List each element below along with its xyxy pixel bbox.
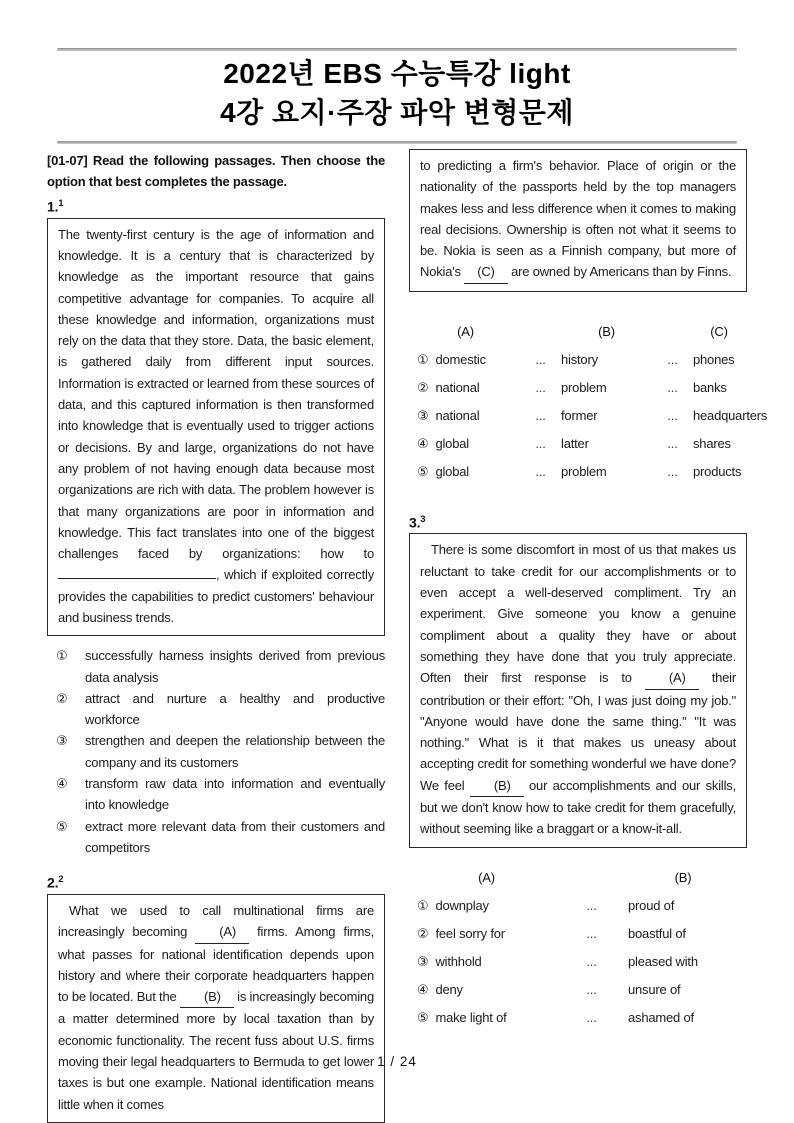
ellipsis: ...	[667, 352, 678, 368]
row-marker: ③	[417, 408, 429, 424]
question-2-table-header	[409, 318, 747, 346]
cell-a-text: global	[435, 436, 469, 452]
title-line-1: 2022년 EBS 수능특강 light	[223, 58, 571, 89]
cell-c-text: phones	[693, 352, 735, 368]
cell-a-text: make light of	[435, 1009, 507, 1025]
right-column	[409, 148, 768, 1032]
table-row	[409, 346, 747, 374]
ellipsis: ...	[667, 408, 678, 424]
question-2-answer-table	[409, 318, 768, 486]
option-3-marker: ③	[56, 733, 68, 749]
cell-b-text: proud of	[628, 897, 675, 913]
table-row	[409, 430, 747, 458]
option-2-marker: ②	[56, 690, 68, 706]
fill-in-blank-B: (B)	[470, 775, 524, 797]
ellipsis: ...	[667, 380, 678, 396]
option-5-text: extract more relevant data from their customers and competitors	[85, 818, 385, 855]
row-marker: ①	[417, 352, 429, 368]
ellipsis: ...	[535, 408, 546, 424]
cell-c-text: headquarters	[693, 408, 768, 424]
left-column	[47, 150, 385, 1123]
fill-in-blank-A: (A)	[195, 921, 249, 943]
table-row	[409, 948, 747, 976]
cell-a-text: domestic	[435, 352, 486, 368]
table-row	[409, 892, 747, 920]
fill-in-blank-B: (B)	[180, 986, 234, 1008]
ellipsis: ...	[535, 380, 546, 396]
cell-a-text: withhold	[435, 953, 482, 969]
cell-b-text: history	[561, 352, 598, 368]
table-row	[409, 1004, 747, 1032]
row-marker: ②	[417, 380, 429, 396]
header-c: (C)	[710, 324, 728, 340]
question-3-table-header	[409, 864, 747, 892]
question-1-options	[47, 645, 385, 858]
cell-c-text: banks	[693, 380, 727, 396]
cell-b-text: boastful of	[628, 925, 686, 941]
cell-a-text: national	[435, 380, 480, 396]
option-1-text: successfully harness insights derived from previous data analysis	[85, 648, 385, 685]
option-5	[47, 816, 385, 859]
table-row	[409, 920, 747, 948]
row-marker: ②	[417, 925, 429, 941]
fill-in-blank	[58, 566, 216, 579]
cell-b-text: problem	[561, 380, 607, 396]
ellipsis: ...	[586, 981, 597, 997]
ellipsis: ...	[535, 352, 546, 368]
question-2-passage-part2: to predicting a firm's behavior. Place of origin or the nationality of the passports held by the top managers makes less and less difference when it comes to making real decisions. Ownership is often not what it seems to be. Nokia is seen as a Finnish company, but more of Nokia's (C) are owned by Americans than by Finns.	[420, 155, 736, 284]
row-marker: ④	[417, 981, 429, 997]
question-2-number: 2.$^2$	[47, 874, 64, 891]
header-a: (A)	[478, 869, 495, 885]
question-2-passage-box-right	[409, 149, 747, 292]
ellipsis: ...	[586, 1009, 597, 1025]
question-1-number: 1.$^1$	[47, 198, 64, 215]
table-row	[409, 976, 747, 1004]
option-2-text: attract and nurture a healthy and productive workforce	[85, 690, 385, 728]
option-1-marker: ①	[56, 648, 68, 664]
ellipsis: ...	[586, 953, 597, 969]
cell-c-text: products	[693, 464, 742, 480]
table-row	[409, 458, 747, 486]
question-3-passage: There is some discomfort in most of us that makes us reluctant to take credit for our accomplishments or to even accept a well-deserved compliment. Try an experiment. Give someone you know a genuine compliment about a quality they have or about something they have done that you truly appreciate. Often their first response is to (A) their contribution or their effort: "Oh, I was just doing my job." "Anyone would have done the same thing." "It was nothing." What is it that makes us uneasy about accepting credit for something wonderful we have done? We feel (B) our accomplishments and our skills, but we don't know how to take credit for them gracefully, without seeming like a braggart or a know-it-all.	[420, 542, 737, 837]
row-marker: ⑤	[417, 1009, 429, 1025]
ellipsis: ...	[535, 464, 546, 480]
cell-b-text: former	[561, 408, 598, 424]
cell-b-text: ashamed of	[628, 1009, 694, 1025]
cell-a-text: global	[435, 464, 469, 480]
header-a: (A)	[457, 324, 474, 340]
question-1-passage: The twenty-first century is the age of information and knowledge. It is a century that is characterized by knowledge as the important resource that gains competitive advantage for companies. To acquire all these knowledge and information, organizations must rely on the data that they store. Data, the basic element, is gathered daily from different input sources. Information is extracted or learned from these sources of data, and this captured information is then transformed into knowledge that is eventually used to trigger actions or decisions. By and large, organizations do not have any problem of not having enough data because most organizations are rich with data. The problem however is that many organizations are poor in information and knowledge. This fact translates into one of the biggest challenges faced by organizations: how to , which if exploited correctly provides the capabilities to predict customers' behaviour and business trends.	[58, 226, 374, 625]
cell-a-text: deny	[435, 981, 463, 997]
question-2-passage-box-left	[47, 894, 385, 1123]
cell-a-text: feel sorry for	[435, 925, 505, 941]
question-1-superscript: 1	[58, 198, 64, 209]
option-3-text: strengthen and deepen the relationship between the company and its customers	[85, 733, 385, 770]
option-1	[47, 645, 385, 688]
row-marker: ③	[417, 953, 429, 969]
option-3	[47, 730, 385, 773]
fill-in-blank-C: (C)	[464, 261, 507, 283]
ellipsis: ...	[667, 464, 678, 480]
document-title	[0, 54, 794, 132]
question-3-answer-table	[409, 864, 747, 1032]
option-4	[47, 773, 385, 816]
cell-b-text: latter	[561, 436, 589, 452]
row-marker: ④	[417, 436, 429, 452]
question-3-superscript: 3	[420, 513, 426, 525]
question-3-passage-box	[409, 533, 747, 847]
ellipsis: ...	[586, 897, 597, 913]
question-1-passage-box	[47, 218, 385, 637]
cell-b-text: unsure of	[628, 981, 681, 997]
instruction-text: [01-07] Read the following passages. Then choose the option that best completes the passage.	[47, 153, 385, 189]
table-row	[409, 374, 747, 402]
page-number: 1 / 24	[377, 1054, 417, 1069]
ellipsis: ...	[667, 436, 678, 452]
question-2-superscript: 2	[58, 874, 64, 886]
title-divider-bottom	[57, 141, 737, 144]
header-b: (B)	[674, 869, 692, 885]
cell-b-text: pleased with	[628, 953, 698, 969]
cell-b-text: problem	[561, 464, 607, 480]
question-3-number: 3.$^3$	[409, 513, 426, 531]
cell-a-text: national	[435, 408, 480, 424]
option-5-marker: ⑤	[56, 818, 68, 834]
cell-a-text: downplay	[435, 897, 489, 913]
ellipsis: ...	[535, 436, 546, 452]
row-marker: ①	[417, 897, 429, 913]
cell-c-text: shares	[693, 436, 731, 452]
header-b: (B)	[598, 324, 615, 340]
option-2	[47, 688, 385, 731]
option-4-text: transform raw data into information and eventually into knowledge	[85, 776, 385, 813]
row-marker: ⑤	[417, 464, 429, 480]
question-2-passage-part1: What we used to call multinational firms are increasingly becoming (A) firms. Among firms, what passes for national identification depends upon history and where their corporate headquarters happen to be located. But the (B) is increasingly becoming a matter determined more by local taxation than by economic functionality. The recent fuss about U.S. firms moving their legal headquarters to Bermuda to get lower taxes is but one example. National identification means little when it comes	[58, 902, 374, 1112]
fill-in-blank-A: (A)	[645, 667, 699, 689]
title-line-2: 4강 요지·주장 파악 변형문제	[220, 97, 574, 128]
option-4-marker: ④	[56, 776, 68, 792]
table-row	[409, 402, 768, 430]
ellipsis: ...	[586, 925, 597, 941]
title-divider-top	[57, 48, 737, 51]
